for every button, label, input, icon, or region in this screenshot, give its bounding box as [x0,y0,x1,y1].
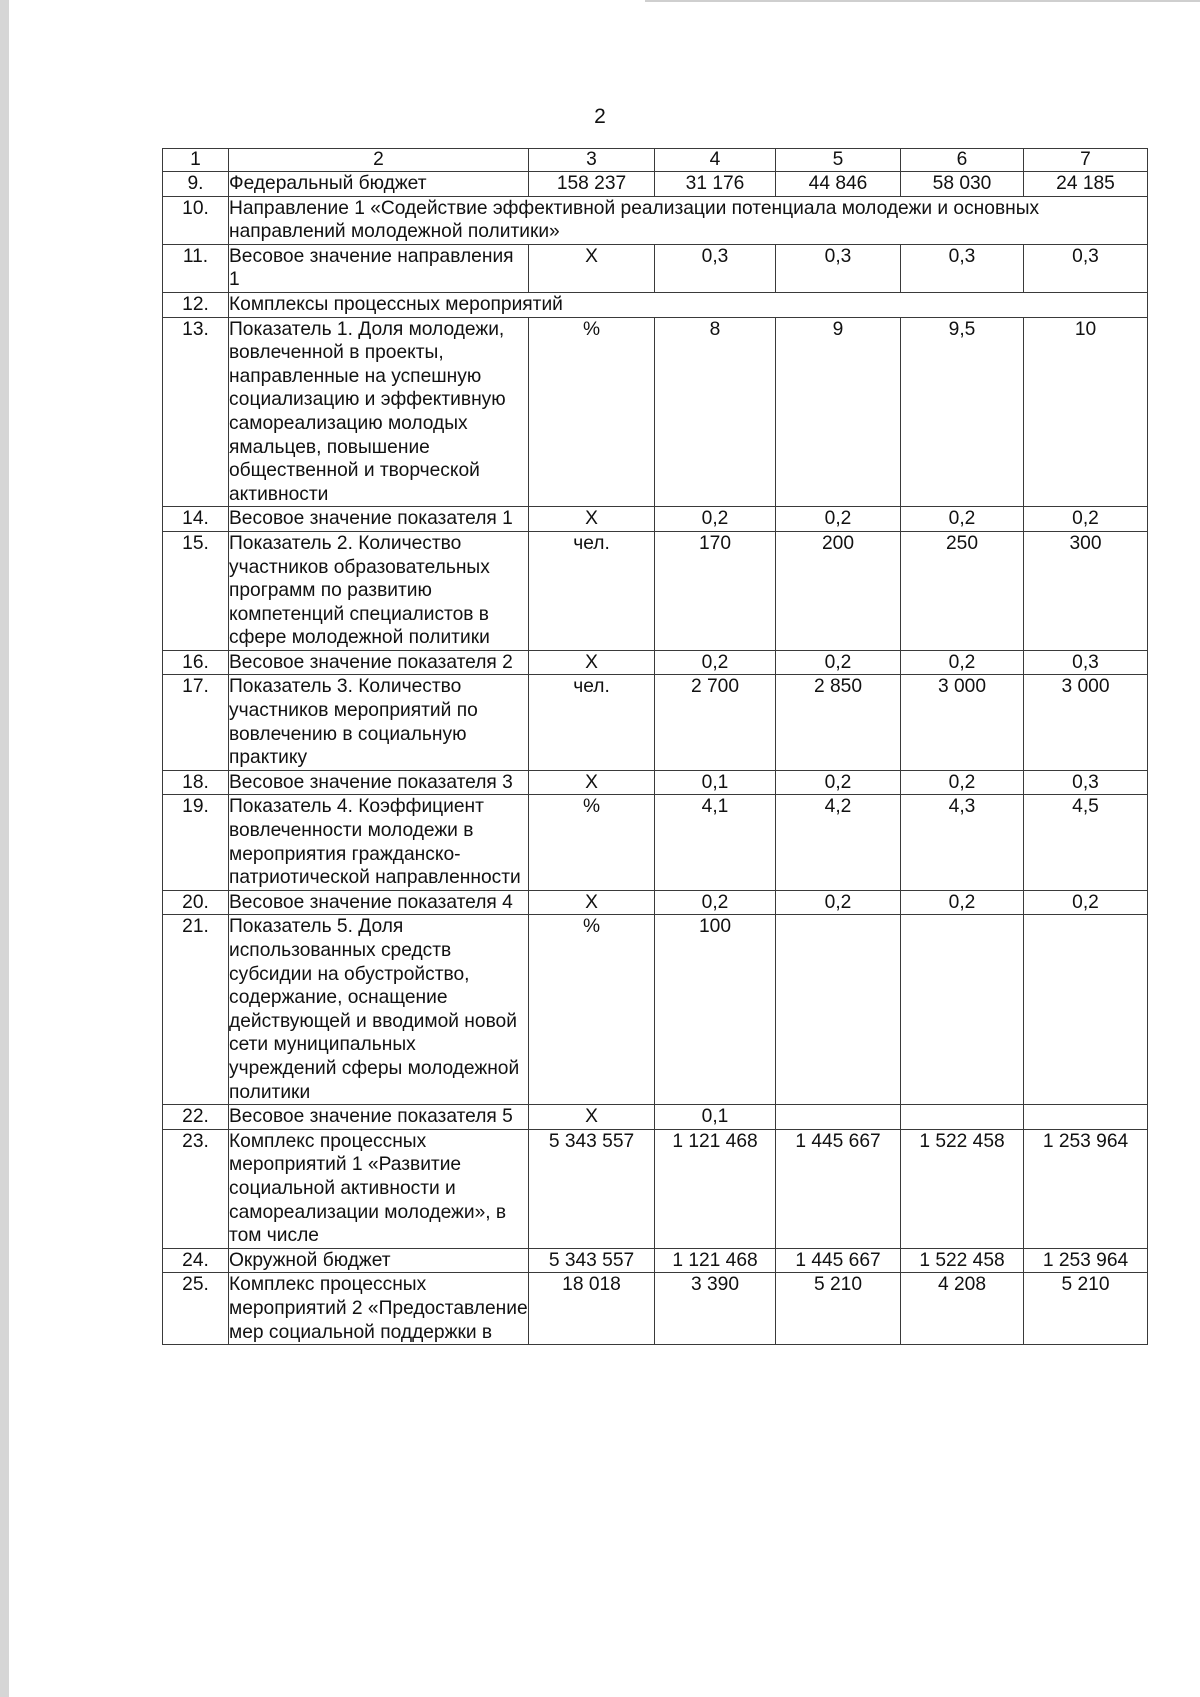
value-cell: 0,2 [776,770,901,795]
value-cell: 0,3 [901,244,1024,292]
value-cell: чел. [529,531,655,650]
page-number: 2 [594,105,606,128]
section-heading: Комплексы процессных мероприятий [229,292,1148,317]
value-cell: 0,2 [901,890,1024,915]
value-cell: 200 [776,531,901,650]
value-cell: 1 522 458 [901,1129,1024,1248]
table-row [163,890,1148,915]
table-row [163,1129,1148,1248]
table-row [163,1248,1148,1273]
row-number: 9. [163,172,229,197]
value-cell: 1 522 458 [901,1248,1024,1273]
table-row [163,317,1148,507]
value-cell: 0,2 [901,770,1024,795]
value-cell: % [529,795,655,890]
row-label: Федеральный бюджет [229,172,529,197]
value-cell: 0,2 [901,650,1024,675]
value-cell: 4 208 [901,1273,1024,1345]
header-cell: 4 [655,149,776,172]
row-number: 11. [163,244,229,292]
value-cell: 1 253 964 [1024,1248,1148,1273]
row-number: 16. [163,650,229,675]
value-cell: 0,3 [655,244,776,292]
program-indicators-table [162,148,1148,1345]
row-label: Весовое значение направления 1 [229,244,529,292]
value-cell: 5 210 [1024,1273,1148,1345]
table-row [163,172,1148,197]
value-cell: Х [529,770,655,795]
header-cell: 7 [1024,149,1148,172]
row-label: Показатель 1. Доля молодежи, вовлеченной в проекты, направленные на успешную социализацию и эффективную самореализацию молодых ямальцев, повышение общественной и творческой активности [229,317,529,507]
value-cell: 0,2 [776,890,901,915]
value-cell: 0,3 [1024,244,1148,292]
value-cell: 1 121 468 [655,1129,776,1248]
scan-left-edge [0,0,9,1697]
value-cell: 4,3 [901,795,1024,890]
header-cell: 1 [163,149,229,172]
table-row [163,675,1148,770]
value-cell: 0,2 [655,890,776,915]
value-cell: 9 [776,317,901,507]
table-row [163,1105,1148,1130]
row-label: Весовое значение показателя 4 [229,890,529,915]
value-cell: 5 210 [776,1273,901,1345]
row-number: 24. [163,1248,229,1273]
row-number: 25. [163,1273,229,1345]
value-cell: Х [529,890,655,915]
row-number: 12. [163,292,229,317]
value-cell: 0,1 [655,770,776,795]
value-cell [1024,1105,1148,1130]
value-cell: 300 [1024,531,1148,650]
row-label: Комплекс процессных мероприятий 1 «Развитие социальной активности и самореализации молодежи», в том числе [229,1129,529,1248]
row-label: Показатель 3. Количество участников мероприятий по вовлечению в социальную практику [229,675,529,770]
value-cell: 0,2 [776,507,901,532]
value-cell: 0,2 [776,650,901,675]
table-row [163,292,1148,317]
value-cell: 4,5 [1024,795,1148,890]
value-cell: 0,2 [655,507,776,532]
value-cell: 10 [1024,317,1148,507]
value-cell [776,1105,901,1130]
value-cell: 158 237 [529,172,655,197]
value-cell: 2 700 [655,675,776,770]
value-cell: % [529,317,655,507]
value-cell: 0,2 [1024,507,1148,532]
row-number: 13. [163,317,229,507]
value-cell: 0,1 [655,1105,776,1130]
value-cell: 44 846 [776,172,901,197]
table-row [163,650,1148,675]
table-row [163,244,1148,292]
row-number: 21. [163,915,229,1105]
row-label: Показатель 2. Количество участников образовательных программ по развитию компетенций специалистов в сфере молодежной политики [229,531,529,650]
row-label: Весовое значение показателя 3 [229,770,529,795]
row-number: 14. [163,507,229,532]
header-cell: 6 [901,149,1024,172]
value-cell: 0,3 [776,244,901,292]
row-number: 10. [163,196,229,244]
value-cell: Х [529,507,655,532]
row-label: Весовое значение показателя 2 [229,650,529,675]
value-cell: Х [529,650,655,675]
table-row [163,196,1148,244]
row-number: 20. [163,890,229,915]
row-number: 18. [163,770,229,795]
value-cell: Х [529,244,655,292]
value-cell: 3 000 [901,675,1024,770]
table-row [163,770,1148,795]
header-cell: 3 [529,149,655,172]
value-cell: 1 253 964 [1024,1129,1148,1248]
row-label: Показатель 5. Доля использованных средств субсидии на обустройство, содержание, оснащение действующей и вводимой новой сети муниципальных учреждений сферы молодежной политики [229,915,529,1105]
row-number: 23. [163,1129,229,1248]
row-label: Весовое значение показателя 1 [229,507,529,532]
value-cell: 4,1 [655,795,776,890]
value-cell: 18 018 [529,1273,655,1345]
value-cell: 0,2 [1024,890,1148,915]
value-cell: 9,5 [901,317,1024,507]
value-cell: 100 [655,915,776,1105]
value-cell: % [529,915,655,1105]
value-cell: 31 176 [655,172,776,197]
value-cell: 0,3 [1024,650,1148,675]
value-cell: 58 030 [901,172,1024,197]
row-number: 19. [163,795,229,890]
header-cell: 2 [229,149,529,172]
section-heading: Направление 1 «Содействие эффективной реализации потенциала молодежи и основных направлений молодежной политики» [229,196,1148,244]
header-cell: 5 [776,149,901,172]
value-cell [776,915,901,1105]
value-cell: 8 [655,317,776,507]
header-row [163,149,1148,172]
value-cell: 1 121 468 [655,1248,776,1273]
value-cell: 0,2 [655,650,776,675]
value-cell [901,1105,1024,1130]
table-row [163,795,1148,890]
value-cell: 170 [655,531,776,650]
value-cell: 3 390 [655,1273,776,1345]
value-cell: 3 000 [1024,675,1148,770]
row-label: Показатель 4. Коэффициент вовлеченности молодежи в мероприятия гражданско-патриотической направленности [229,795,529,890]
value-cell: 2 850 [776,675,901,770]
value-cell [1024,915,1148,1105]
row-label: Окружной бюджет [229,1248,529,1273]
value-cell: 1 445 667 [776,1129,901,1248]
row-number: 15. [163,531,229,650]
table-row [163,531,1148,650]
value-cell: 0,3 [1024,770,1148,795]
row-label: Весовое значение показателя 5 [229,1105,529,1130]
table-row [163,915,1148,1105]
scan-top-edge [645,0,1200,2]
value-cell: 5 343 557 [529,1248,655,1273]
value-cell [901,915,1024,1105]
value-cell: 4,2 [776,795,901,890]
table-row [163,1273,1148,1345]
value-cell: Х [529,1105,655,1130]
row-number: 17. [163,675,229,770]
value-cell: 5 343 557 [529,1129,655,1248]
table-row [163,507,1148,532]
value-cell: чел. [529,675,655,770]
value-cell: 250 [901,531,1024,650]
row-label: Комплекс процессных мероприятий 2 «Предоставление мер социальной поддержки в [229,1273,529,1345]
value-cell: 1 445 667 [776,1248,901,1273]
value-cell: 0,2 [901,507,1024,532]
value-cell: 24 185 [1024,172,1148,197]
row-number: 22. [163,1105,229,1130]
